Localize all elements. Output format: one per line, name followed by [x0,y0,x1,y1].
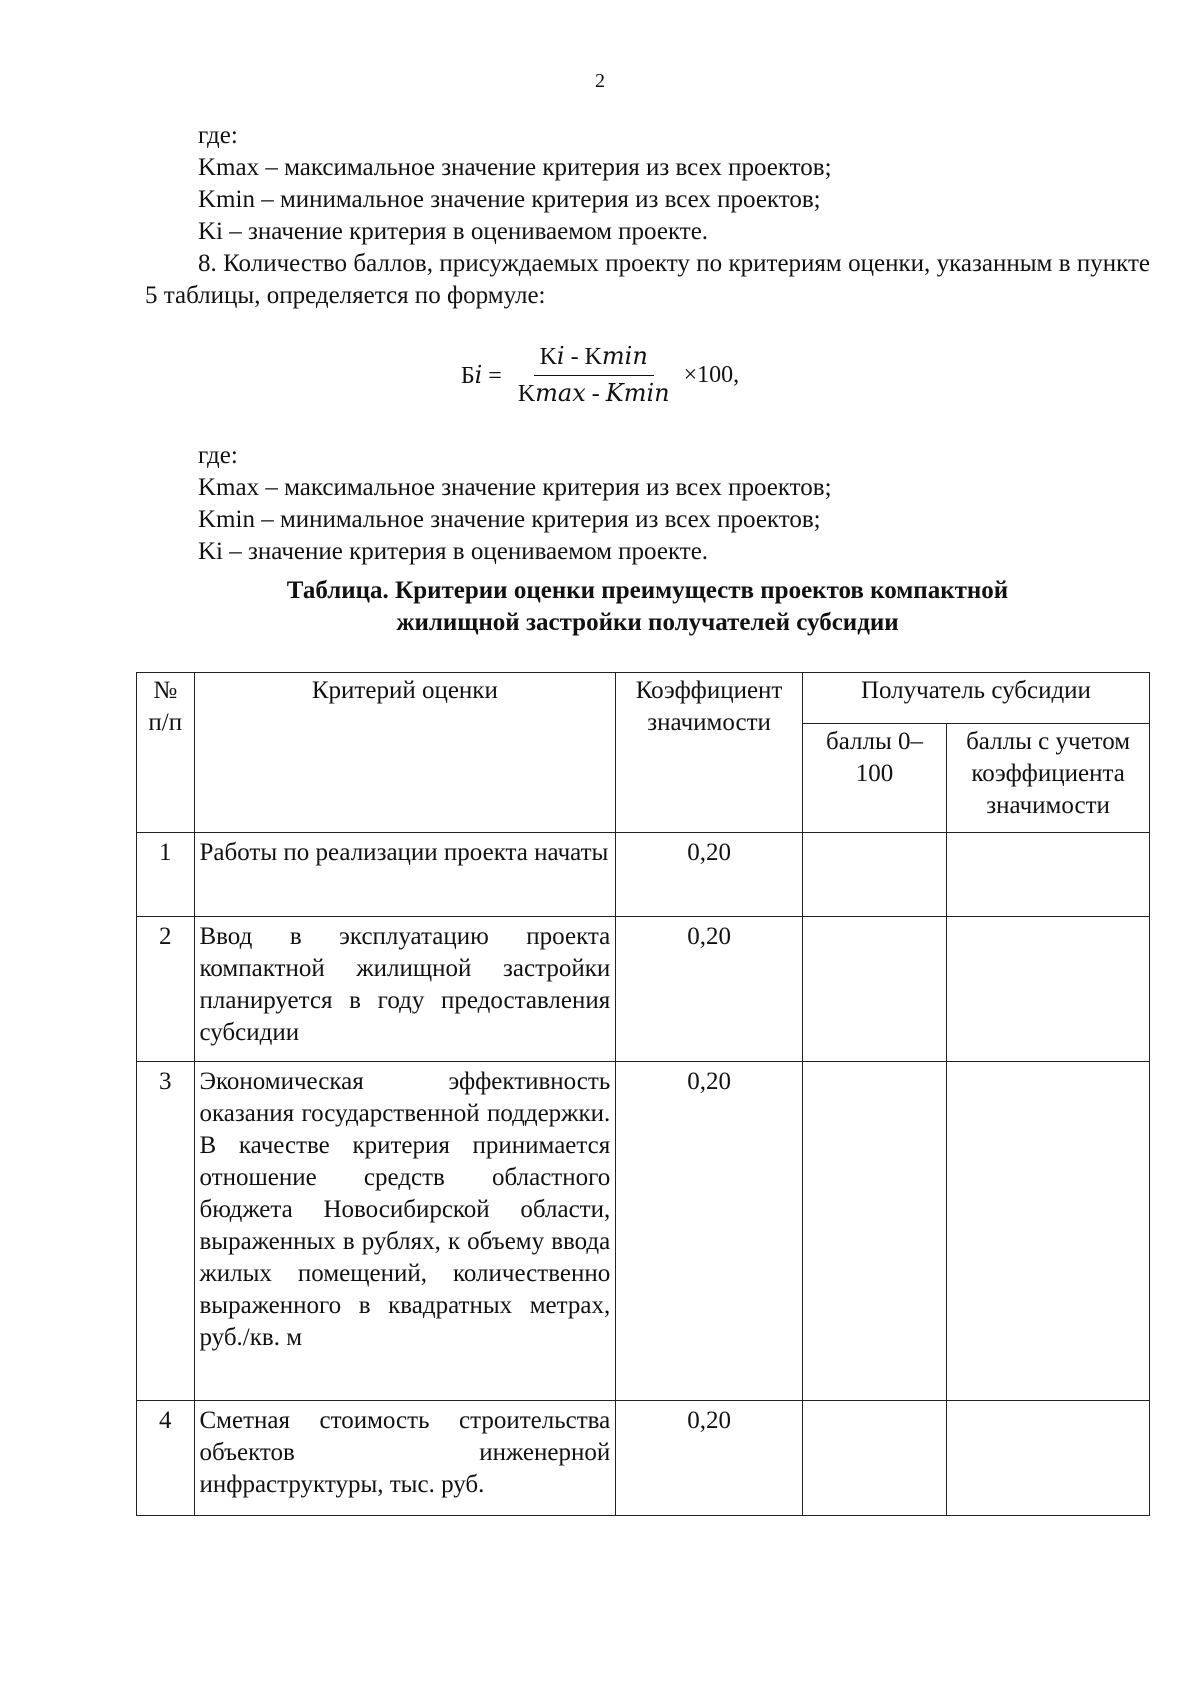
definitions-block-2 [145,440,1150,568]
row-weighted-points [947,1401,1150,1516]
table-row [137,1062,1150,1401]
row-criterion: Работы по реализации проекта начаты [194,833,616,917]
paragraph-8: 8. Количество баллов, присуждаемых проекту по критериям оценки, указанным в пункте 5 таблицы, определяется по формуле: [145,250,1150,309]
header-num: № п/п [137,673,195,833]
row-criterion: Сметная стоимость строительства объектов инженерной инфраструктуры, тыс. руб. [194,1401,616,1516]
definitions-block-1 [145,120,1150,312]
where-label: где: [198,122,238,149]
table-header-row [137,673,1150,724]
kmax-definition: Kmax – максимальное значение критерия из всех проектов; [198,154,832,181]
row-num: 1 [137,833,195,917]
criteria-table [136,672,1150,1516]
table-row [137,1401,1150,1516]
row-criterion: Экономическая эффективность оказания государственной поддержки. В качестве критерия принимается отношение средств областного бюджета Новосибирской области, выраженных в рублях, к объему ввода жилых помещений, количественно выраженного в квадратных метрах, руб./кв. м [194,1062,616,1401]
row-num: 4 [137,1401,195,1516]
row-points [802,1401,946,1516]
header-weighted-points: баллы с учетом коэффициента значимости [947,724,1150,833]
kmin-definition: Kmin – минимальное значение критерия из всех проектов; [198,506,821,533]
row-points [802,917,946,1062]
row-num: 2 [137,917,195,1062]
table-title [145,575,1150,639]
row-coefficient: 0,20 [616,833,803,917]
header-coefficient: Коэффициент значимости [616,673,803,833]
formula-lhs: Б𝑖 = [460,363,502,389]
header-recipient: Получатель субсидии [802,673,1149,724]
header-criterion: Критерий оценки [194,673,616,833]
page-number: 2 [595,70,605,92]
formula-denominator: K𝑚𝑎𝑥 - 𝐾𝑚𝑖𝑛 [517,381,670,407]
row-points [802,1062,946,1401]
table-row [137,833,1150,917]
row-num: 3 [137,1062,195,1401]
row-weighted-points [947,1062,1150,1401]
formula-rhs: ×100, [683,362,740,388]
kmax-definition: Kmax – максимальное значение критерия из всех проектов; [198,474,832,501]
where-label: где: [198,442,238,469]
row-points [802,833,946,917]
table-row [137,917,1150,1062]
table-title-line-2: жилищной застройки получателей субсидии [396,609,899,636]
formula-fraction [512,342,676,409]
kmin-definition: Kmin – минимальное значение критерия из всех проектов; [198,186,821,213]
table-title-line-1: Таблица. Критерии оценки преимуществ проектов компактной [286,577,1009,604]
header-points: баллы 0–100 [802,724,946,833]
score-formula [0,342,1200,409]
ki-definition: Ki – значение критерия в оцениваемом проекте. [198,538,709,565]
row-coefficient: 0,20 [616,1401,803,1516]
row-weighted-points [947,833,1150,917]
formula-numerator: K𝑖 - K𝑚𝑖𝑛 [534,342,654,376]
row-coefficient: 0,20 [616,917,803,1062]
row-coefficient: 0,20 [616,1062,803,1401]
row-weighted-points [947,917,1150,1062]
ki-definition: Ki – значение критерия в оцениваемом проекте. [198,218,709,245]
row-criterion: Ввод в эксплуатацию проекта компактной жилищной застройки планируется в году предоставления субсидии [194,917,616,1062]
